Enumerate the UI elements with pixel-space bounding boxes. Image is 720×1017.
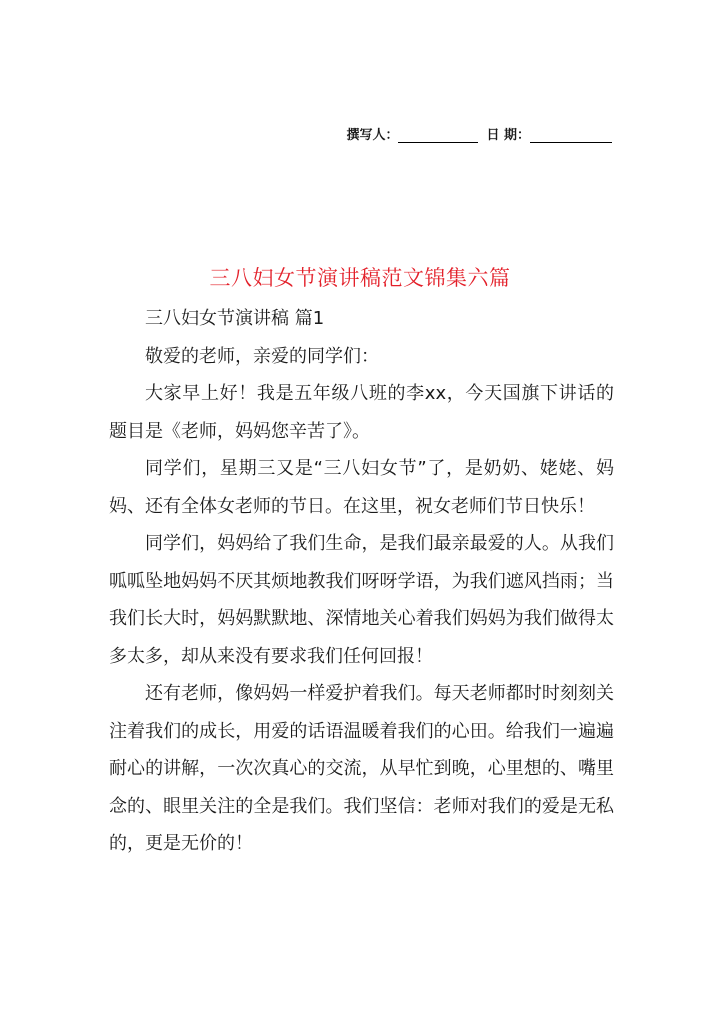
document-title: 三八妇女节演讲稿范文锦集六篇 [209, 266, 511, 290]
paragraph: 同学们，星期三又是“三八妇女节”了，是奶奶、姥姥、妈妈、还有全体女老师的节日。在这里，祝女老师们节日快乐！ [109, 458, 614, 517]
section-heading: 三八妇女节演讲稿 篇1 [145, 308, 325, 329]
paragraph: 大家早上好！我是五年级八班的李xx，今天国旗下讲话的题目是《老师，妈妈您辛苦了》。 [109, 383, 614, 442]
salutation: 敬爱的老师，亲爱的同学们： [145, 345, 379, 367]
paragraph: 同学们，妈妈给了我们生命，是我们最亲最爱的人。从我们呱呱坠地妈妈不厌其烦地教我们呀呀学语，为我们遮风挡雨；当我们长大时，妈妈默默地、深情地关心着我们妈妈为我们做得太多太多，却从来没有要求我们任何回报！ [109, 533, 614, 667]
author-blank-line [398, 128, 478, 143]
document-body [109, 300, 614, 863]
author-label: 撰写人： [346, 128, 399, 143]
document-header [0, 124, 612, 143]
paragraph: 还有老师，像妈妈一样爱护着我们。每天老师都时时刻刻关注着我们的成长，用爱的话语温暖着我们的心田。给我们一遍遍耐心的讲解，一次次真心的交流，从早忙到晚，心里想的、嘴里念的、眼里关注的全是我们。我们坚信：老师对我们的爱是无私的，更是无价的！ [109, 683, 614, 854]
date-blank-line [530, 128, 612, 143]
date-label: 日 期： [486, 128, 530, 143]
